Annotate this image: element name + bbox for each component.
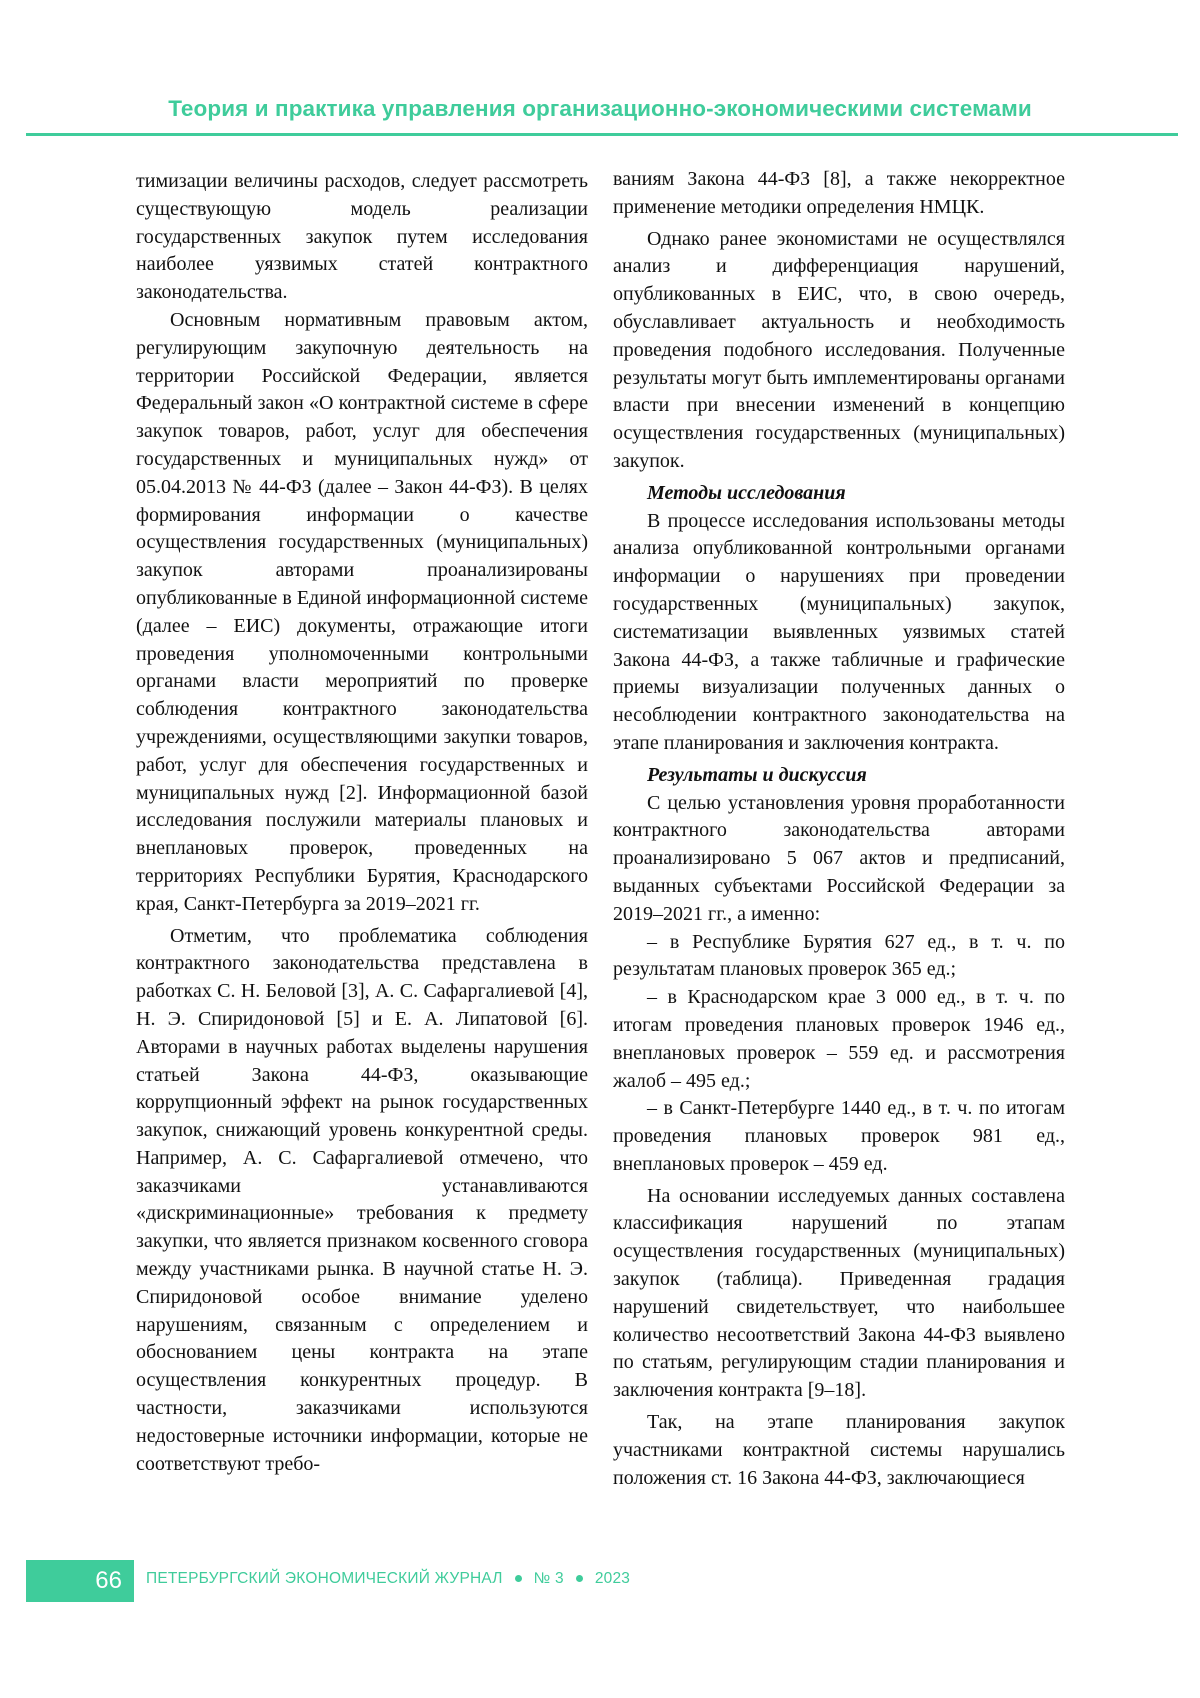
paragraph: ваниям Закона 44-ФЗ [8], а также некорректное применение методики определения НМЦК.	[613, 168, 1065, 218]
bullet-dot-icon	[576, 1575, 583, 1582]
left-text-column	[136, 168, 588, 1478]
paragraph: тимизации величины расходов, следует рассмотреть существующую модель реализации государственных закупок путем исследования наиболее уязвимых статей контрактного законодательства.	[136, 170, 588, 304]
paragraph: На основании исследуемых данных составлена классификация нарушений по этапам осуществления государственных (муниципальных) закупок (таблица). Приведенная градация нарушений свидетельствует, что наибольшее количество несоответствий Закона 44-ФЗ выявлено по статьям, регулирующим стадии планирования и заключения контракта [9–18].	[613, 1184, 1065, 1402]
paragraph: С целью установления уровня проработанности контрактного законодательства авторами проанализировано 5 067 актов и предписаний, выданных субъектами Российской Федерации за 2019–2021 гг., а именно:	[613, 791, 1065, 925]
journal-name: ПЕТЕРБУРГСКИЙ ЭКОНОМИЧЕСКИЙ ЖУРНАЛ	[146, 1570, 503, 1587]
paragraph: В процессе исследования использованы методы анализа опубликованной контрольными органами информации о нарушениях при проведении государственных (муниципальных) закупок, систематизации выявленных уязвимых статей Закона 44-ФЗ, а также табличные и графические приемы визуализации полученных данных о несоблюдении контрактного законодательства на этапе планирования и заключения контракта.	[613, 509, 1065, 754]
list-item: – в Санкт-Петербурге 1440 ед., в т. ч. по итогам проведения плановых проверок 981 ед., внеплановых проверок – 459 ед.	[613, 1097, 1065, 1175]
page-number-box	[26, 1560, 134, 1602]
paragraph: Однако ранее экономистами не осуществлялся анализ и дифференциация нарушений, опубликованных в ЕИС, что, в свою очередь, обуславливает актуальность и необходимость проведения подобного исследования. Полученные результаты могут быть имплементированы органами власти при внесении изменений в концепцию осуществления государственных (муниципальных) закупок.	[613, 227, 1065, 472]
issue-number: № 3	[533, 1570, 564, 1587]
issue-year: 2023	[594, 1570, 631, 1587]
paragraph: Так, на этапе планирования закупок участниками контрактной системы нарушались положения ст. 16 Закона 44-ФЗ, заключающиеся	[613, 1411, 1065, 1489]
section-heading-results: Результаты и дискуссия	[647, 763, 867, 786]
page-number: 66	[95, 1567, 122, 1594]
bullet-dot-icon	[515, 1575, 522, 1582]
right-text-column	[613, 166, 1065, 1492]
header-divider	[26, 133, 1178, 136]
list-item: – в Краснодарском крае 3 000 ед., в т. ч. по итогам проведения плановых проверок 1946 ед., внеплановых проверок – 559 ед. и рассмотрения жалоб – 495 ед.;	[613, 986, 1065, 1092]
section-heading-methods: Методы исследования	[647, 481, 846, 504]
running-header-title: Теория и практика управления организационно-экономическими системами	[168, 96, 1032, 121]
footer-journal-line	[146, 1570, 630, 1588]
paragraph: Отметим, что проблематика соблюдения контрактного законодательства представлена в работках С. Н. Беловой [3], А. С. Сафаргалиевой [4], Н. Э. Спиридоновой [5] и Е. А. Липатовой [6]. Авторами в научных работах выделены нарушения статьей Закона 44-ФЗ, оказывающие коррупционный эффект на рынок государственных закупок, снижающий уровень конкурентной среды. Например, А. С. Сафаргалиевой отмечено, что заказчиками устанавливаются «дискриминационные» требования к предмету закупки, что является признаком косвенного сговора между участниками рынка. В научной статье Н. Э. Спиридоновой особое внимание уделено нарушениям, связанным с определением и обоснованием цены контракта на этапе осуществления конкурентных процедур. В частности, заказчиками используются недостоверные источники информации, которые не соответствуют требо-	[136, 924, 588, 1475]
paragraph: Основным нормативным правовым актом, регулирующим закупочную деятельность на территории Российской Федерации, является Федеральный закон «О контрактной системе в сфере закупок товаров, работ, услуг для обеспечения государственных и муниципальных нужд» от 05.04.2013 № 44-ФЗ (далее – Закон 44-ФЗ). В целях формирования информации о качестве осуществления государственных (муниципальных) закупок авторами проанализированы опубликованные в Единой информационной системе (далее – ЕИС) документы, отражающие итоги проведения уполномоченными контрольными органами власти мероприятий по проверке соблюдения контрактного законодательства учреждениями, осуществляющими закупки товаров, работ, услуг для обеспечения государственных и муниципальных нужд [2]. Информационной базой исследования послужили материалы плановых и внеплановых проверок, проведенных на территориях Республики Бурятия, Краснодарского края, Санкт-Петербурга за 2019–2021 гг.	[136, 308, 588, 915]
list-item: – в Республике Бурятия 627 ед., в т. ч. по результатам плановых проверок 365 ед.;	[613, 930, 1065, 981]
